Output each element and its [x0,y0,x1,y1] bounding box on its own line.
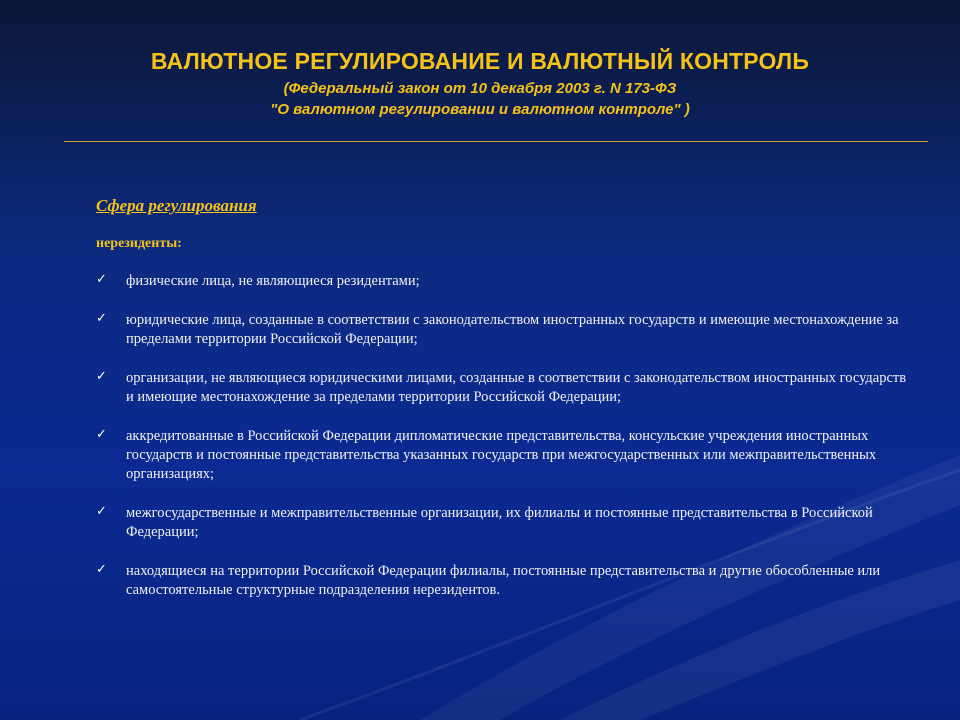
check-mark-icon: ✓ [96,369,107,384]
check-mark-icon: ✓ [96,272,107,287]
check-mark-icon: ✓ [96,427,107,442]
list-item-text: находящиеся на территории Российской Федерации филиалы, постоянные представительства и другие обособленные или самостоятельные структурные подразделения нерезидентов. [126,563,881,598]
title-divider [64,141,928,142]
slide-subtitle-line1: (Федеральный закон от 10 декабря 2003 г. N 173-ФЗ [283,80,677,97]
list-item [96,369,916,407]
slide-subtitle-line2: "О валютном регулировании и валютном контроле" ) [270,101,690,118]
list-item [96,562,916,600]
check-mark-icon: ✓ [96,504,107,519]
list-item-text: физические лица, не являющиеся резидентами; [126,273,420,289]
list-item [96,504,916,542]
list-item-text: межгосударственные и межправительственные организации, их филиалы и постоянные представительства в Российской Федерации; [126,505,873,540]
check-mark-icon: ✓ [96,311,107,326]
list-item [96,427,916,484]
list-item-text: юридические лица, созданные в соответствии с законодательством иностранных государств и имеющие местонахождение за пределами территории Российской Федерации; [126,312,899,347]
nonresidents-label: нерезиденты: [96,236,182,251]
check-mark-icon: ✓ [96,562,107,577]
nonresidents-list [96,272,916,600]
section-heading: Сфера регулирования [96,196,257,215]
list-item [96,311,916,349]
slide-title: ВАЛЮТНОЕ РЕГУЛИРОВАНИЕ И ВАЛЮТНЫЙ КОНТРОЛЬ [150,48,810,74]
list-item-text: аккредитованные в Российской Федерации дипломатические представительства, консульские учреждения иностранных государств и постоянные представительства указанных государств при межгосударственных или межправительственных организациях; [126,428,877,482]
list-item-text: организации, не являющиеся юридическими лицами, созданные в соответствии с законодательством иностранных государств и имеющие местонахождение за пределами территории Российской Федерации; [126,370,907,405]
list-item [96,272,916,291]
